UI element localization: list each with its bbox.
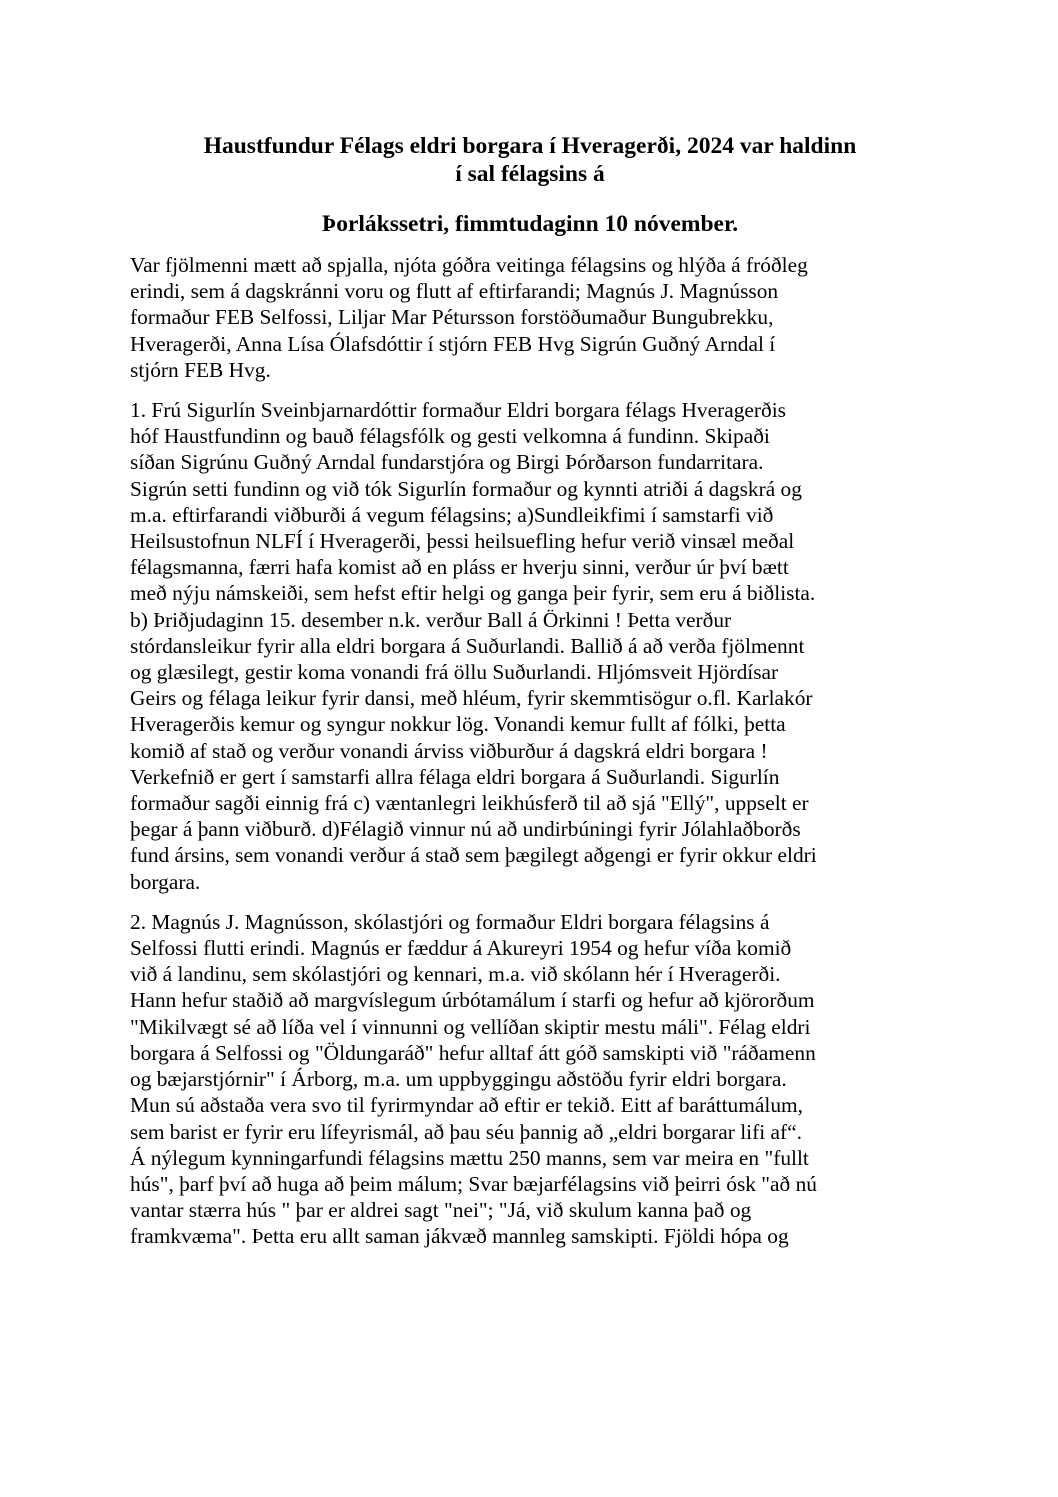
paragraph-line: borgara á Selfossi og "Öldungaráð" hefur alltaf átt góð samskipti við "ráðamenn (130, 1040, 816, 1065)
paragraph-line: Sigrún setti fundinn og við tók Sigurlín formaður og kynnti atriði á dagskrá og (130, 476, 802, 501)
paragraph-line: Geirs og félaga leikur fyrir dansi, með hléum, fyrir skemmtisögur o.fl. Karlakór (130, 686, 813, 711)
paragraph-line: stórdansleikur fyrir alla eldri borgara á Suðurlandi. Ballið á að verða fjölmennt (130, 633, 805, 658)
paragraph-line: þegar á þann viðburð. d)Félagið vinnur nú að undirbúningi fyrir Jólahlaðborðs (130, 817, 801, 842)
document-subtitle: Þorlákssetri, fimmtudaginn 10 nóvember. (321, 211, 739, 237)
paragraph-line: Mun sú aðstaða vera svo til fyrirmyndar að eftir er tekið. Eitt af baráttumálum, (130, 1093, 804, 1118)
paragraph-2 (130, 397, 930, 895)
paragraph-line: Hveragerði, Anna Lísa Ólafsdóttir í stjórn FEB Hvg Sigrún Guðný Arndal í (130, 331, 776, 356)
paragraph-line: Verkefnið er gert í samstarfi allra félaga eldri borgara á Suðurlandi. Sigurlín (130, 764, 780, 789)
title-line: í sal félagsins á (455, 161, 605, 187)
paragraph-line: fund ársins, sem vonandi verður á stað sem þægilegt aðgengi er fyrir okkur eldri (130, 843, 817, 868)
paragraph-line: 1. Frú Sigurlín Sveinbjarnardóttir formaður Eldri borgara félags Hveragerðis (130, 398, 787, 423)
paragraph-line: formaður FEB Selfossi, Liljar Mar Pétursson forstöðumaður Bungubrekku, (130, 305, 774, 330)
paragraph-line: borgara. (130, 869, 201, 894)
paragraph-line: "Mikilvægt sé að líða vel í vinnunni og vellíðan skiptir mestu máli". Félag eldri (130, 1014, 811, 1039)
paragraph-line: stjórn FEB Hvg. (130, 357, 271, 382)
paragraph-line: Hveragerðis kemur og syngur nokkur lög. Vonandi kemur fullt af fólki, þetta (130, 712, 786, 737)
document-page (130, 132, 930, 1250)
paragraph-line: vantar stærra hús " þar er aldrei sagt "nei"; "Já, við skulum kanna það og (130, 1198, 752, 1223)
paragraph-line: formaður sagði einnig frá c) væntanlegri leikhúsferð til að sjá "Ellý", uppselt er (130, 791, 809, 816)
paragraph-line: og glæsilegt, gestir koma vonandi frá öllu Suðurlandi. Hljómsveit Hjördísar (130, 660, 779, 685)
paragraph-line: m.a. eftirfarandi viðburði á vegum félagsins; a)Sundleikfimi í samstarfi við (130, 502, 774, 527)
document-body (130, 252, 930, 1250)
paragraph-line: félagsmanna, færri hafa komist að en pláss er hverju sinni, verður úr því bætt (130, 555, 789, 580)
paragraph-line: Var fjölmenni mætt að spjalla, njóta góðra veitinga félagsins og hlýða á fróðleg (130, 253, 808, 277)
paragraph-3 (130, 909, 930, 1250)
paragraph-line: og bæjarstjórnir" í Árborg, m.a. um uppbyggingu aðstöðu fyrir eldri borgara. (130, 1067, 787, 1092)
paragraph-line: b) Þriðjudaginn 15. desember n.k. verður Ball á Örkinni ! Þetta verður (130, 607, 732, 632)
paragraph-line: hóf Haustfundinn og bauð félagsfólk og gesti velkomna á fundinn. Skipaði (130, 424, 770, 449)
title-line: Haustfundur Félags eldri borgara í Hveragerði, 2024 var haldinn (203, 133, 857, 159)
paragraph-line: sem barist er fyrir eru lífeyrismál, að þau séu þannig að „eldri borgarar lifi af“. (130, 1119, 802, 1144)
paragraph-line: Á nýlegum kynningarfundi félagsins mættu 250 manns, sem var meira en "fullt (130, 1145, 809, 1170)
document-title (130, 132, 930, 188)
paragraph-line: 2. Magnús J. Magnússon, skólastjóri og formaður Eldri borgara félagsins á (130, 909, 770, 934)
paragraph-line: síðan Sigrúnu Guðný Arndal fundarstjóra og Birgi Þórðarson fundarritara. (130, 450, 764, 475)
paragraph-line: hús", þarf því að huga að þeim málum; Svar bæjarfélagsins við þeirri ósk "að nú (130, 1171, 817, 1196)
paragraph-1 (130, 252, 930, 383)
paragraph-line: við á landinu, sem skólastjóri og kennari, m.a. við skólann hér í Hveragerði. (130, 962, 781, 987)
paragraph-line: komið af stað og verður vonandi árviss viðburður á dagskrá eldri borgara ! (130, 738, 768, 763)
paragraph-line: með nýju námskeiði, sem hefst eftir helgi og ganga þeir fyrir, sem eru á biðlista. (130, 581, 816, 606)
paragraph-line: Hann hefur staðið að margvíslegum úrbótamálum í starfi og hefur að kjörorðum (130, 988, 815, 1013)
paragraph-line: framkvæma". Þetta eru allt saman jákvæð mannleg samskipti. Fjöldi hópa og (130, 1224, 789, 1249)
paragraph-line: Heilsustofnun NLFÍ í Hveragerði, þessi heilsuefling hefur verið vinsæl meðal (130, 529, 795, 554)
paragraph-line: erindi, sem á dagskránni voru og flutt af eftirfarandi; Magnús J. Magnússon (130, 279, 779, 304)
paragraph-line: Selfossi flutti erindi. Magnús er fæddur á Akureyri 1954 og hefur víða komið (130, 936, 792, 961)
